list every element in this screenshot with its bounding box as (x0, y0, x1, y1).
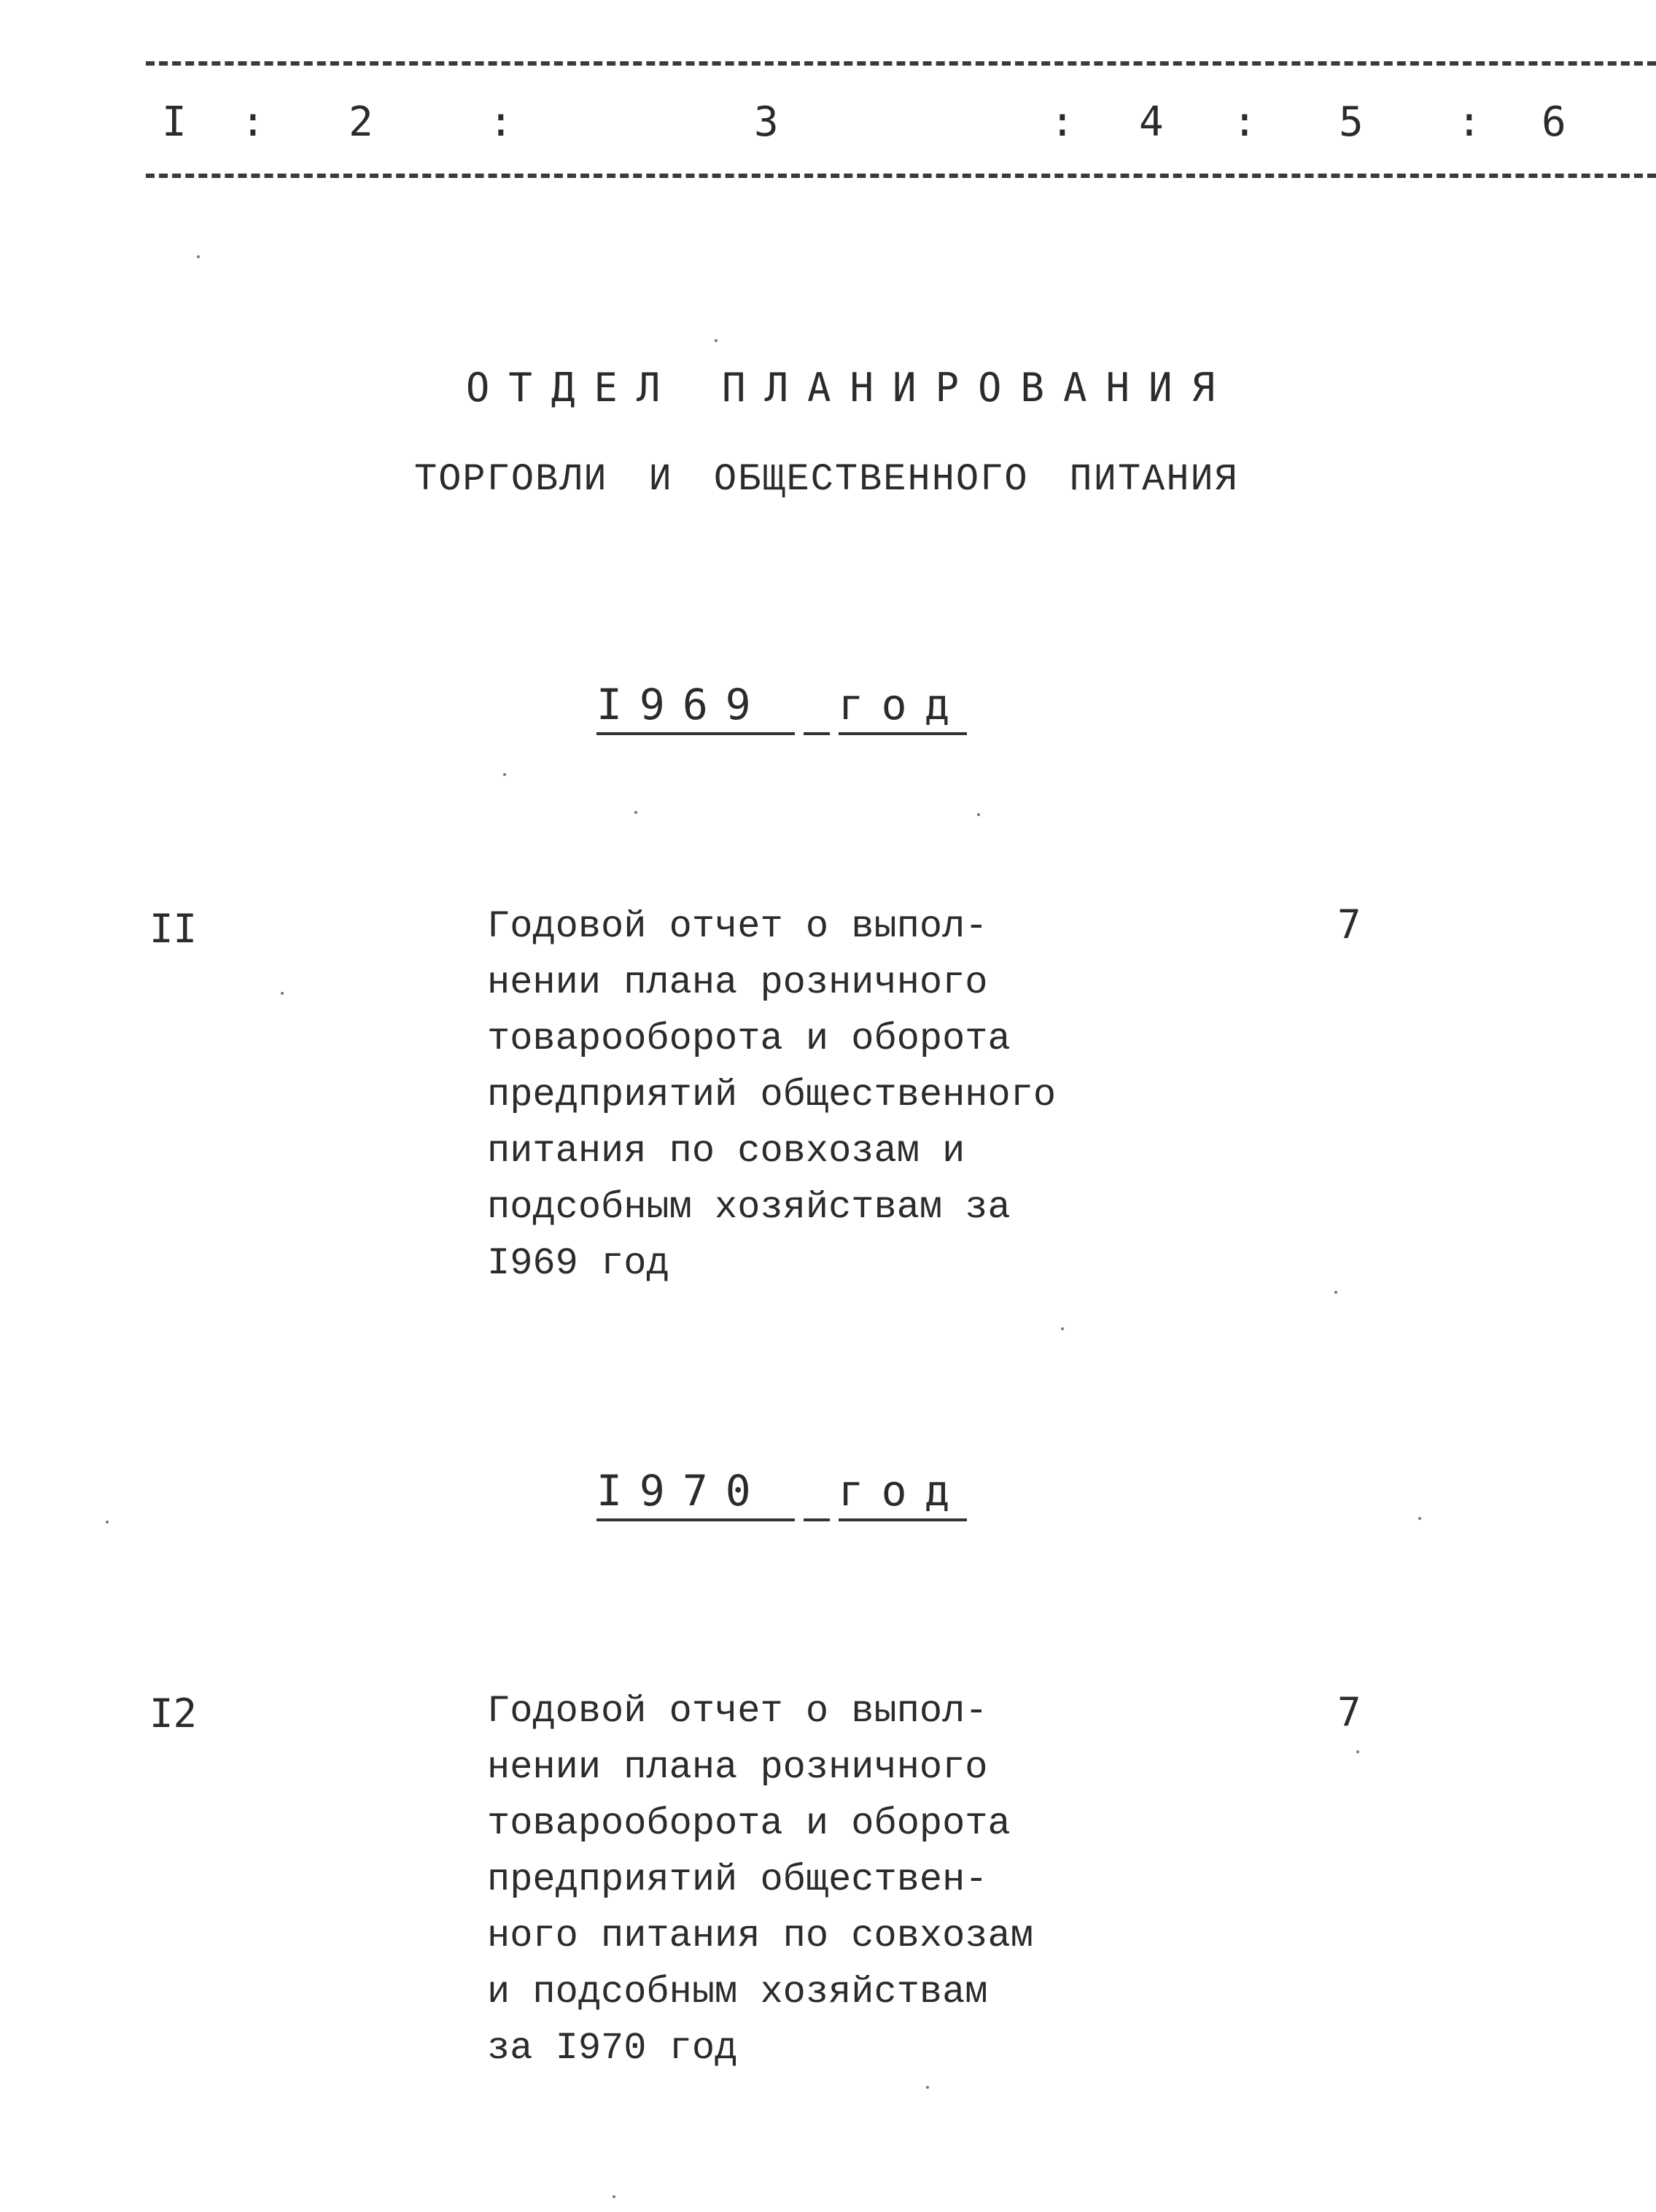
entry-title: Годовой отчет о выпол- нении плана розничного товарооборота и оборота предприятий обществен- ного питания по совхозам и подсобным хозяйствам за I970 год (487, 1690, 1033, 2070)
subtitle-word: ТОРГОВЛИ (414, 458, 608, 501)
underline-dash (769, 1518, 795, 1521)
entry-number: I2 (149, 1691, 198, 1736)
entry-title: Годовой отчет о выпол- нении плана розничного товарооборота и оборота предприятий общественного питания по совхозам и подсобным хозяйствам за I969 год (487, 905, 1057, 1285)
subtitle-word: ОБЩЕСТВЕННОГО (713, 458, 1029, 501)
scan-speck (715, 339, 718, 342)
scan-speck (977, 813, 980, 816)
column-number-4: 4 (1139, 98, 1164, 146)
year-word: год (839, 680, 968, 735)
header-top-rule (146, 61, 1656, 66)
underline-dash (804, 1518, 830, 1521)
year-word: год (839, 1466, 968, 1521)
year-heading (596, 680, 967, 735)
column-separator: : (1232, 98, 1257, 146)
column-number-6: 6 (1542, 98, 1566, 146)
column-separator: : (1457, 98, 1482, 146)
scan-speck (1061, 1327, 1064, 1330)
column-separator: : (489, 98, 513, 146)
entry-sheet-count: 7 (1337, 1689, 1361, 1735)
scan-speck (106, 1521, 109, 1524)
column-number-1: I (162, 98, 187, 146)
year-number: I970 (596, 1466, 769, 1521)
underline-dash (804, 731, 830, 735)
header-bottom-rule (146, 174, 1656, 178)
scan-speck (281, 992, 284, 995)
subtitle-word: ПИТАНИЯ (1069, 458, 1239, 501)
scan-speck (1334, 1291, 1337, 1294)
scan-speck (634, 811, 637, 814)
underline-dash (769, 731, 795, 735)
year-heading (596, 1466, 967, 1521)
column-separator: : (1050, 98, 1075, 146)
column-number-2: 2 (349, 98, 373, 146)
entry-sheet-count: 7 (1337, 901, 1361, 947)
column-number-5: 5 (1339, 98, 1364, 146)
subtitle-word: И (648, 458, 673, 501)
scan-speck (197, 255, 200, 258)
section-title: ОТДЕЛ ПЛАНИРОВАНИЯ (465, 365, 1235, 411)
entry-number: II (149, 906, 198, 952)
year-number: I969 (596, 680, 769, 735)
scan-speck (926, 2086, 929, 2089)
scan-speck (1356, 1750, 1359, 1753)
scan-speck (1418, 1517, 1421, 1520)
column-separator: : (241, 98, 265, 146)
section-subtitle (414, 458, 1239, 501)
scan-speck (503, 773, 506, 776)
scan-speck (613, 2195, 615, 2198)
column-number-3: 3 (754, 98, 779, 146)
